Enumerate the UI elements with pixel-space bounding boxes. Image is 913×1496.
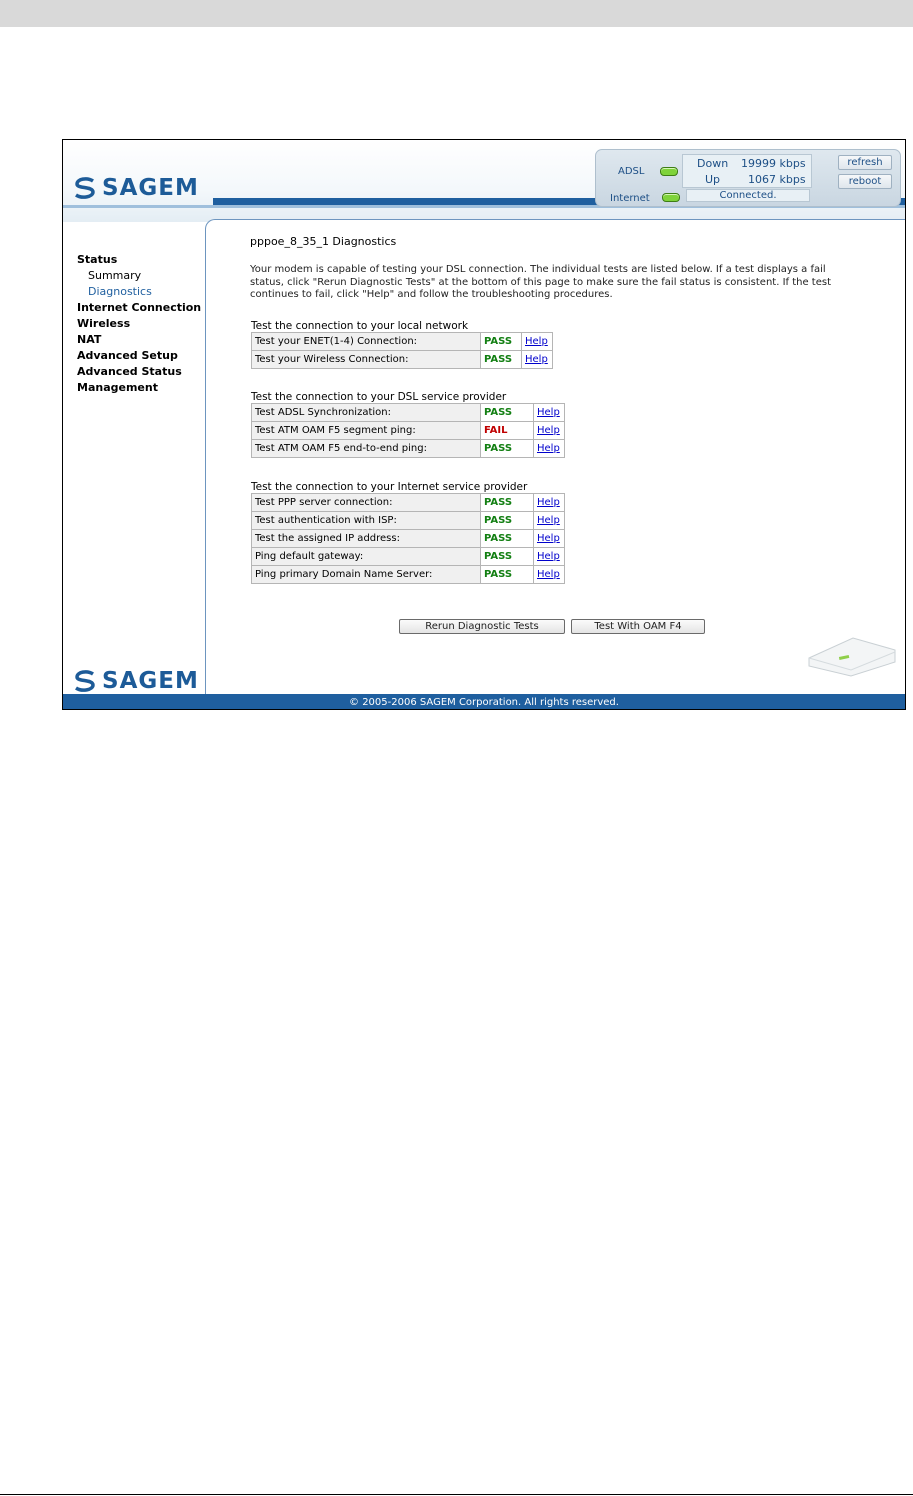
test-result: PASS	[481, 494, 534, 512]
help-link[interactable]: Help	[537, 425, 560, 436]
section-heading-dsl-provider: Test the connection to your DSL service provider	[251, 391, 507, 403]
sidebar-item-advanced-status[interactable]: Advanced Status	[77, 365, 182, 378]
table-row	[252, 494, 565, 512]
logo-bottom-text: SAGEM	[102, 668, 199, 694]
up-rate: 1067 kbps	[748, 173, 806, 186]
test-result: PASS	[481, 404, 534, 422]
help-link[interactable]: Help	[537, 551, 560, 562]
sidebar-item-wireless[interactable]: Wireless	[77, 317, 131, 330]
test-name: Test your Wireless Connection:	[252, 351, 481, 369]
test-result: PASS	[481, 333, 522, 351]
logo-text: SAGEM	[102, 175, 199, 201]
footer-left-bar	[63, 694, 205, 710]
reboot-button[interactable]: reboot	[838, 174, 892, 189]
test-name: Test authentication with ISP:	[252, 512, 481, 530]
test-name: Test the assigned IP address:	[252, 530, 481, 548]
sidebar-item-internet-connection[interactable]: Internet Connection	[77, 301, 202, 314]
adsl-led-icon	[660, 167, 678, 176]
help-cell	[534, 512, 565, 530]
test-result: PASS	[481, 530, 534, 548]
help-cell	[522, 333, 553, 351]
table-row	[252, 440, 565, 458]
table-row	[252, 512, 565, 530]
help-link[interactable]: Help	[537, 497, 560, 508]
internet-led-icon	[662, 193, 680, 202]
sidebar-item-management[interactable]: Management	[77, 381, 158, 394]
help-cell	[534, 494, 565, 512]
refresh-button[interactable]: refresh	[838, 155, 892, 170]
sagem-logo	[73, 175, 199, 201]
help-cell	[534, 530, 565, 548]
help-link[interactable]: Help	[525, 336, 548, 347]
test-name: Test ADSL Synchronization:	[252, 404, 481, 422]
help-link[interactable]: Help	[537, 407, 560, 418]
help-cell	[522, 351, 553, 369]
help-link[interactable]: Help	[537, 569, 560, 580]
down-label: Down	[697, 157, 729, 170]
table-row	[252, 548, 565, 566]
table-row	[252, 422, 565, 440]
modem-device-icon	[805, 632, 897, 678]
test-result: PASS	[481, 566, 534, 584]
browser-page-frame	[62, 139, 906, 710]
sagem-logo-bottom	[73, 668, 199, 694]
connection-status: Connected.	[686, 189, 810, 202]
rate-display	[682, 154, 812, 188]
help-cell	[534, 422, 565, 440]
help-link[interactable]: Help	[537, 443, 560, 454]
test-name: Test PPP server connection:	[252, 494, 481, 512]
copyright-text: © 2005-2006 SAGEM Corporation. All rights reserved.	[349, 697, 619, 708]
rerun-diagnostic-tests-button[interactable]: Rerun Diagnostic Tests	[399, 619, 565, 634]
page-description: Your modem is capable of testing your DSL connection. The individual tests are listed below. If a test displays a fail status, click "Rerun Diagnostic Tests" at the bottom of this page to make sure the fail status is consistent. If the test continues to fail, click "Help" and follow the troubleshooting procedures.	[250, 264, 832, 300]
help-cell	[534, 440, 565, 458]
document-top-bar	[0, 0, 913, 27]
internet-provider-tests-table	[251, 493, 565, 584]
sidebar-item-status[interactable]: Status	[77, 253, 118, 266]
help-link[interactable]: Help	[537, 515, 560, 526]
test-result: FAIL	[481, 422, 534, 440]
help-cell	[534, 566, 565, 584]
test-name: Ping default gateway:	[252, 548, 481, 566]
connection-status-panel	[595, 149, 901, 207]
test-result: PASS	[481, 351, 522, 369]
section-heading-local-network: Test the connection to your local network	[251, 320, 469, 332]
down-rate: 19999 kbps	[741, 157, 806, 170]
section-heading-internet-provider: Test the connection to your Internet service provider	[251, 481, 528, 493]
sidebar-item-summary[interactable]: Summary	[88, 269, 142, 282]
main-content	[205, 219, 905, 694]
help-cell	[534, 548, 565, 566]
table-row	[252, 566, 565, 584]
test-name: Test your ENET(1-4) Connection:	[252, 333, 481, 351]
help-link[interactable]: Help	[537, 533, 560, 544]
test-with-oam-f4-button[interactable]: Test With OAM F4	[571, 619, 705, 634]
test-name: Test ATM OAM F5 end-to-end ping:	[252, 440, 481, 458]
test-name: Ping primary Domain Name Server:	[252, 566, 481, 584]
local-network-tests-table	[251, 332, 553, 369]
help-link[interactable]: Help	[525, 354, 548, 365]
dsl-provider-tests-table	[251, 403, 565, 458]
sagem-logo-bottom-icon	[73, 670, 97, 692]
test-result: PASS	[481, 512, 534, 530]
table-row	[252, 333, 553, 351]
adsl-label: ADSL	[618, 166, 645, 177]
internet-label: Internet	[610, 193, 650, 204]
table-row	[252, 351, 553, 369]
test-name: Test ATM OAM F5 segment ping:	[252, 422, 481, 440]
up-label: Up	[705, 173, 721, 186]
sidebar-item-advanced-setup[interactable]: Advanced Setup	[77, 349, 178, 362]
table-row	[252, 530, 565, 548]
sidebar-nav	[63, 222, 205, 694]
help-cell	[534, 404, 565, 422]
sidebar-item-diagnostics[interactable]: Diagnostics	[88, 285, 152, 298]
page-header	[63, 140, 905, 222]
sidebar-item-nat[interactable]: NAT	[77, 333, 102, 346]
page-title: pppoe_8_35_1 Diagnostics	[250, 235, 397, 248]
test-result: PASS	[481, 548, 534, 566]
page-footer	[63, 694, 905, 710]
document-bottom-rule	[0, 1494, 913, 1495]
sagem-logo-icon	[73, 177, 97, 199]
test-result: PASS	[481, 440, 534, 458]
table-row	[252, 404, 565, 422]
